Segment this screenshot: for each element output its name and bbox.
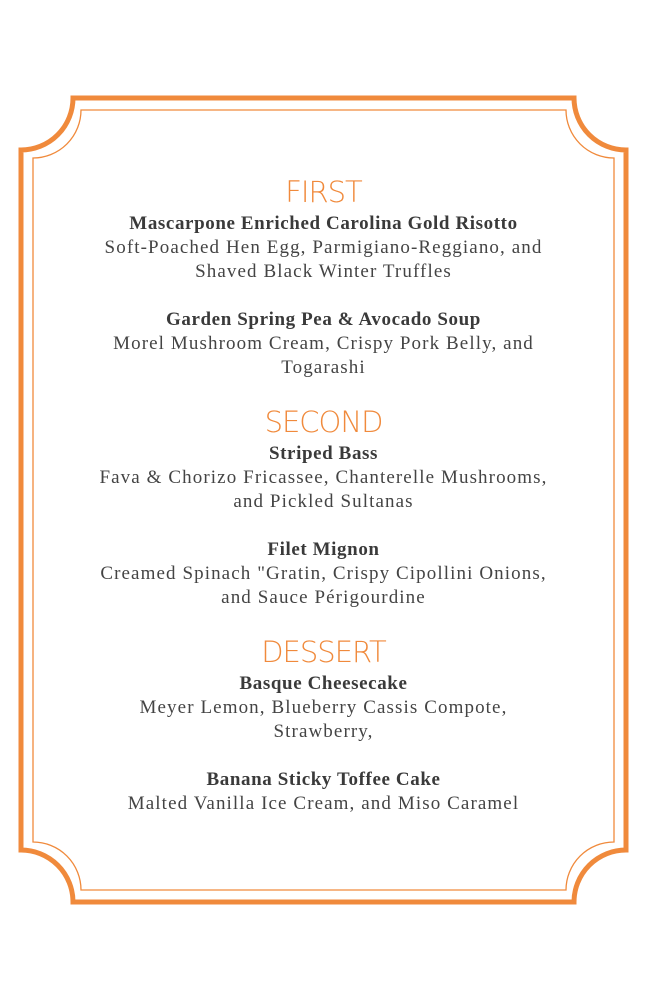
dish-name: Striped Bass (268, 443, 379, 464)
dish-name: Basque Cheesecake (239, 673, 408, 694)
dish-description-line: Togarashi (281, 357, 366, 378)
section-title-first: FIRST (285, 175, 362, 209)
dish-description-line: Strawberry, (273, 721, 374, 742)
menu-content (60, 170, 587, 816)
dish-basque-cheesecake (60, 672, 587, 744)
dish-name: Filet Mignon (267, 539, 380, 560)
dish-description-line: Malted Vanilla Ice Cream, and Miso Caramel (127, 793, 520, 814)
dish-description-line: Creamed Spinach "Gratin, Crispy Cipollini Onions, (100, 563, 547, 584)
dish-description-line: Fava & Chorizo Fricassee, Chanterelle Mushrooms, (99, 467, 548, 488)
dish-striped-bass (60, 442, 587, 514)
dish-name: Garden Spring Pea & Avocado Soup (166, 309, 481, 330)
dish-name: Banana Sticky Toffee Cake (206, 769, 441, 790)
dish-filet-mignon (60, 538, 587, 610)
section-title-dessert: DESSERT (261, 635, 386, 669)
dish-pea-soup (60, 308, 587, 380)
dish-description-line: Meyer Lemon, Blueberry Cassis Compote, (139, 697, 508, 718)
dish-description-line: Morel Mushroom Cream, Crispy Pork Belly, and (113, 333, 534, 354)
section-title-second: SECOND (264, 405, 383, 439)
dish-toffee-cake (60, 768, 587, 816)
dish-risotto (60, 212, 587, 284)
dish-description-line: and Pickled Sultanas (233, 491, 414, 512)
dish-description-line: Shaved Black Winter Truffles (195, 261, 452, 282)
dish-description-line: Soft-Poached Hen Egg, Parmigiano-Reggiano, and (104, 237, 543, 258)
dish-name: Mascarpone Enriched Carolina Gold Risotto (129, 213, 518, 234)
dish-description-line: and Sauce Périgourdine (221, 587, 426, 608)
